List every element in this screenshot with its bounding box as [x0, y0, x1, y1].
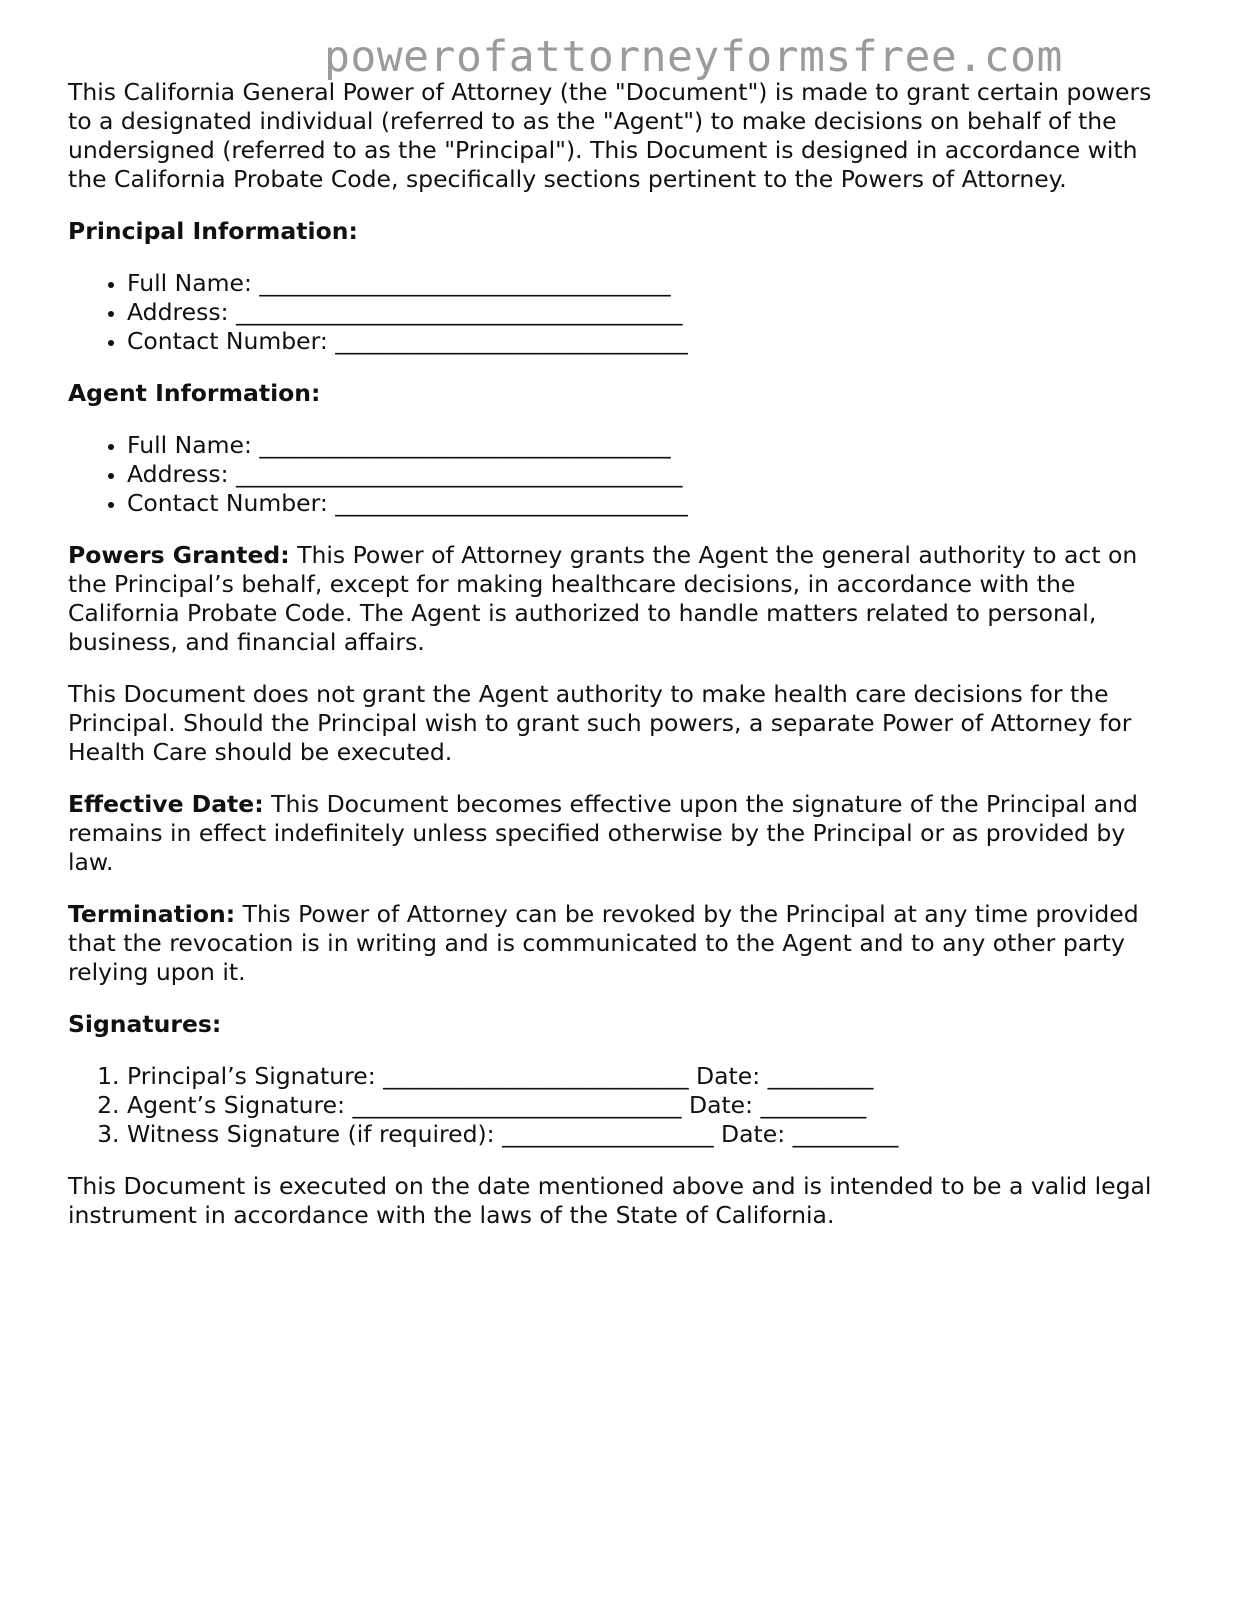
- agent-signature-line[interactable]: 2. Agent’s Signature: ____________________________ Date: _________: [127, 1091, 1178, 1120]
- principal-address-field[interactable]: • Address: ______________________________________: [127, 298, 1178, 327]
- agent-contact-number-field[interactable]: • Contact Number: ______________________________: [127, 489, 1178, 518]
- intro-paragraph: This California General Power of Attorney (the "Document") is made to grant certain powers to a designated individual (referred to as the "Agent") to make decisions on behalf of the undersigned (referred to as the "Principal"). This Document is designed in accordance with the California Probate Code, specifically sections pertinent to the Powers of Attorney.: [68, 78, 1152, 193]
- signatures-heading: Signatures:: [68, 1010, 222, 1038]
- document-body: [68, 78, 1178, 1253]
- agent-heading: Agent Information:: [68, 379, 321, 407]
- agent-address-field[interactable]: • Address: ______________________________________: [127, 460, 1178, 489]
- principal-heading: Principal Information:: [68, 217, 358, 245]
- termination-paragraph: [68, 900, 1178, 987]
- health-care-note-paragraph: This Document does not grant the Agent authority to make health care decisions for the Principal. Should the Principal wish to grant such powers, a separate Power of Attorney for Health Care should be executed.: [68, 680, 1132, 766]
- termination-label: Termination:: [68, 900, 236, 928]
- powers-granted-text: This Power of Attorney grants the Agent the general authority to act on the Principal’s behalf, except for making healthcare decisions, in accordance with the California Probate Code. The Agent is authorized to handle matters related to personal, business, and financial affairs.: [68, 541, 1138, 656]
- principal-contact-number-field[interactable]: • Contact Number: ______________________________: [127, 327, 1178, 356]
- effective-date-paragraph: [68, 790, 1178, 877]
- site-watermark: powerofattorneyformsfree.com: [324, 32, 1063, 82]
- agent-info-list: [68, 431, 1178, 518]
- witness-signature-line[interactable]: 3. Witness Signature (if required): __________________ Date: _________: [127, 1120, 1178, 1149]
- principal-signature-line[interactable]: 1. Principal’s Signature: __________________________ Date: _________: [127, 1062, 1178, 1091]
- effective-date-label: Effective Date:: [68, 790, 264, 818]
- signatures-list: [68, 1062, 1178, 1149]
- powers-granted-paragraph: [68, 541, 1178, 657]
- principal-full-name-field[interactable]: • Full Name: ___________________________________: [127, 269, 1178, 298]
- principal-info-list: [68, 269, 1178, 356]
- powers-granted-label: Powers Granted:: [68, 541, 290, 569]
- agent-full-name-field[interactable]: • Full Name: ___________________________________: [127, 431, 1178, 460]
- closing-paragraph: This Document is executed on the date mentioned above and is intended to be a valid legal instrument in accordance with the laws of the State of California.: [68, 1172, 1152, 1229]
- termination-text: This Power of Attorney can be revoked by the Principal at any time provided that the revocation is in writing and is communicated to the Agent and to any other party relying upon it.: [68, 900, 1139, 986]
- effective-date-text: This Document becomes effective upon the signature of the Principal and remains in effect indefinitely unless specified otherwise by the Principal or as provided by law.: [68, 790, 1138, 876]
